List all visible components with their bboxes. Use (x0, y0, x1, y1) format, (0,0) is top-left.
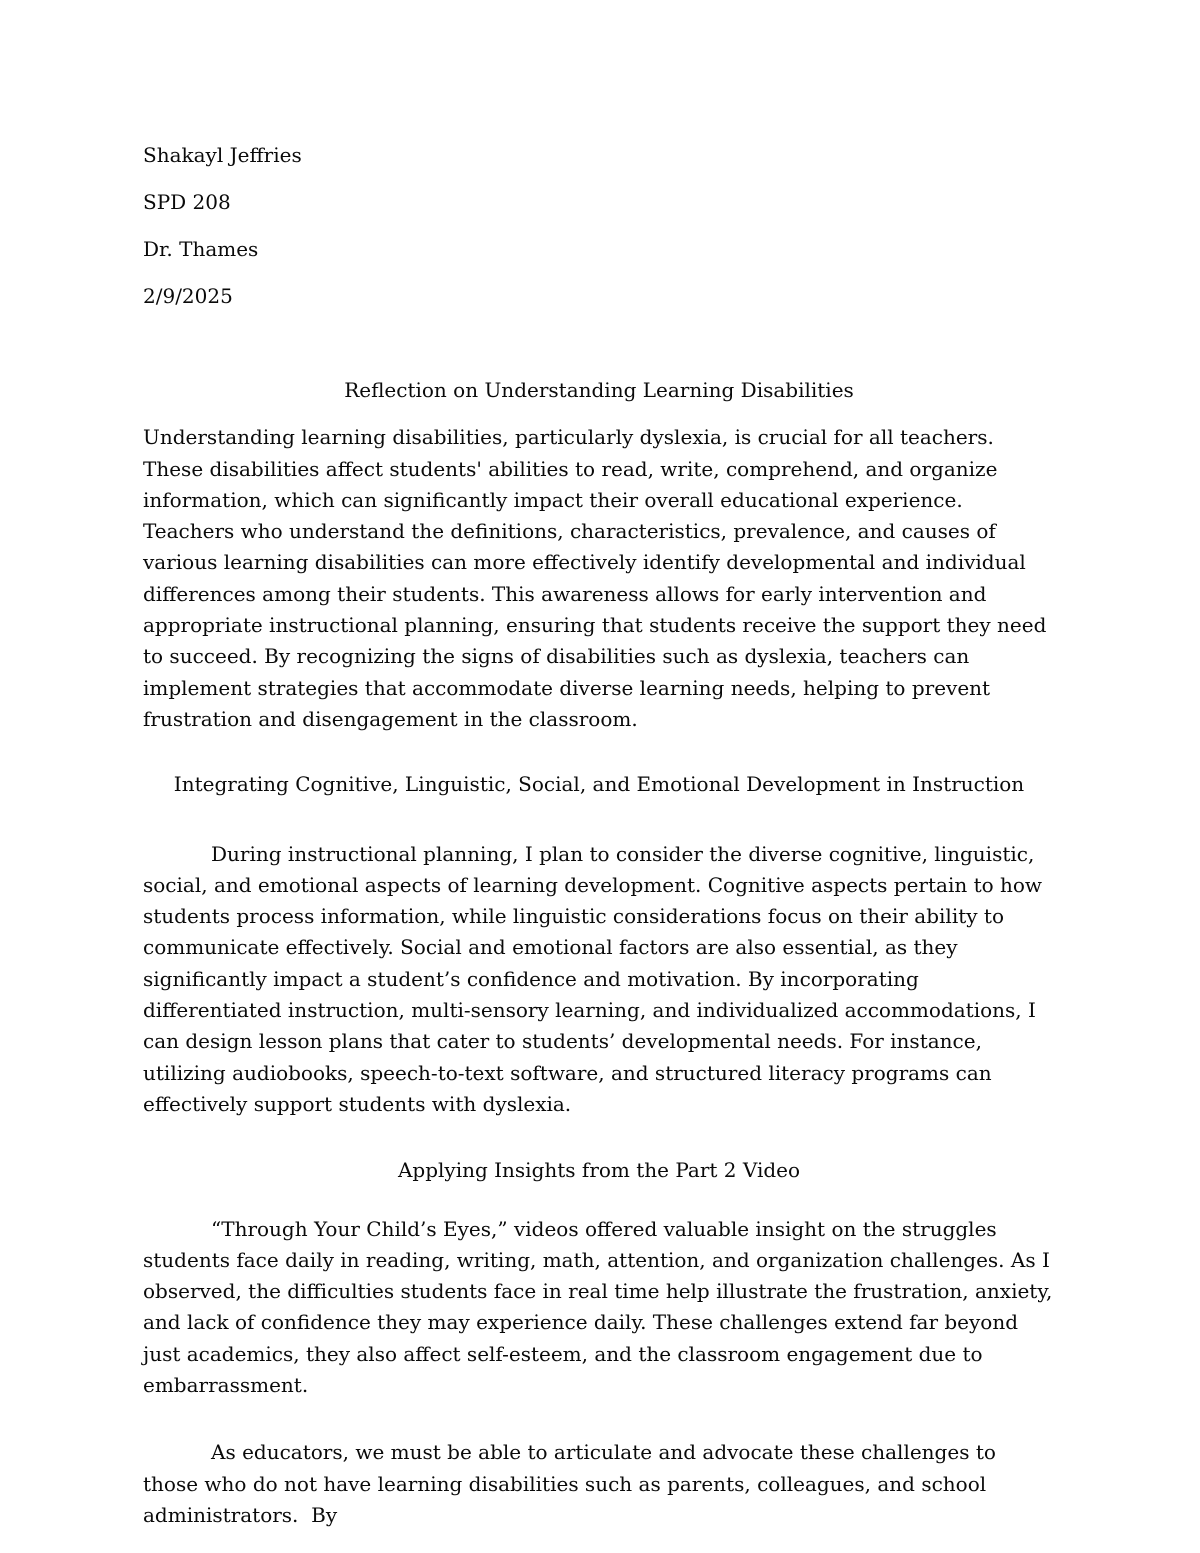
paragraph-educators-advocacy: As educators, we must be able to articulate and advocate these challenges to those who do not have learning disabilities such as parents, colleagues, and school administrators. By (143, 1440, 996, 1527)
paragraph-instructional-planning: During instructional planning, I plan to consider the diverse cognitive, linguistic, social, and emotional aspects of learning development. Cognitive aspects pertain to how students process information, while linguistic considerations focus on their ability to communicate effectively. Social and emotional factors are also essential, as they significantly impact a student’s confidence and motivation. By incorporating differentiated instruction, multi-sensory learning, and individualized accommodations, I can design lesson plans that cater to students’ developmental needs. For instance, utilizing audiobooks, speech-to-text software, and structured literacy programs can effectively support students with dyslexia. (143, 841, 1043, 1116)
paragraph-introduction: Understanding learning disabilities, particularly dyslexia, is crucial for all teachers. These disabilities affect students' abilities to read, write, comprehend, and organize information, which can significantly impact their overall educational experience. Teachers who understand the definitions, characteristics, prevalence, and causes of various learning disabilities can more effectively identify developmental and individual differences among their students. This awareness allows for early intervention and appropriate instructional planning, ensuring that students receive the support they need to succeed. By recognizing the signs of disabilities such as dyslexia, teachers can implement strategies that accommodate diverse learning needs, helping to prevent frustration and disengagement in the classroom. (143, 425, 1047, 731)
document-title: Reflection on Understanding Learning Disabilities (344, 378, 854, 402)
paragraph-video-observations: “Through Your Child’s Eyes,” videos offered valuable insight on the struggles students face daily in reading, writing, math, attention, and organization challenges. As I observed, the difficulties students face in real time help illustrate the frustration, anxiety, and lack of confidence they may experience daily. These challenges extend far beyond just academics, they also affect self-esteem, and the classroom engagement due to embarrassment. (143, 1216, 1053, 1398)
course-code: SPD 208 (143, 190, 231, 214)
author-name: Shakayl Jeffries (143, 143, 302, 167)
instructor-name: Dr. Thames (143, 237, 259, 261)
document-date: 2/9/2025 (143, 284, 233, 308)
section-heading-video-insights: Applying Insights from the Part 2 Video (397, 1158, 801, 1183)
section-heading-development: Integrating Cognitive, Linguistic, Social, and Emotional Development in Instruction (173, 772, 1025, 797)
